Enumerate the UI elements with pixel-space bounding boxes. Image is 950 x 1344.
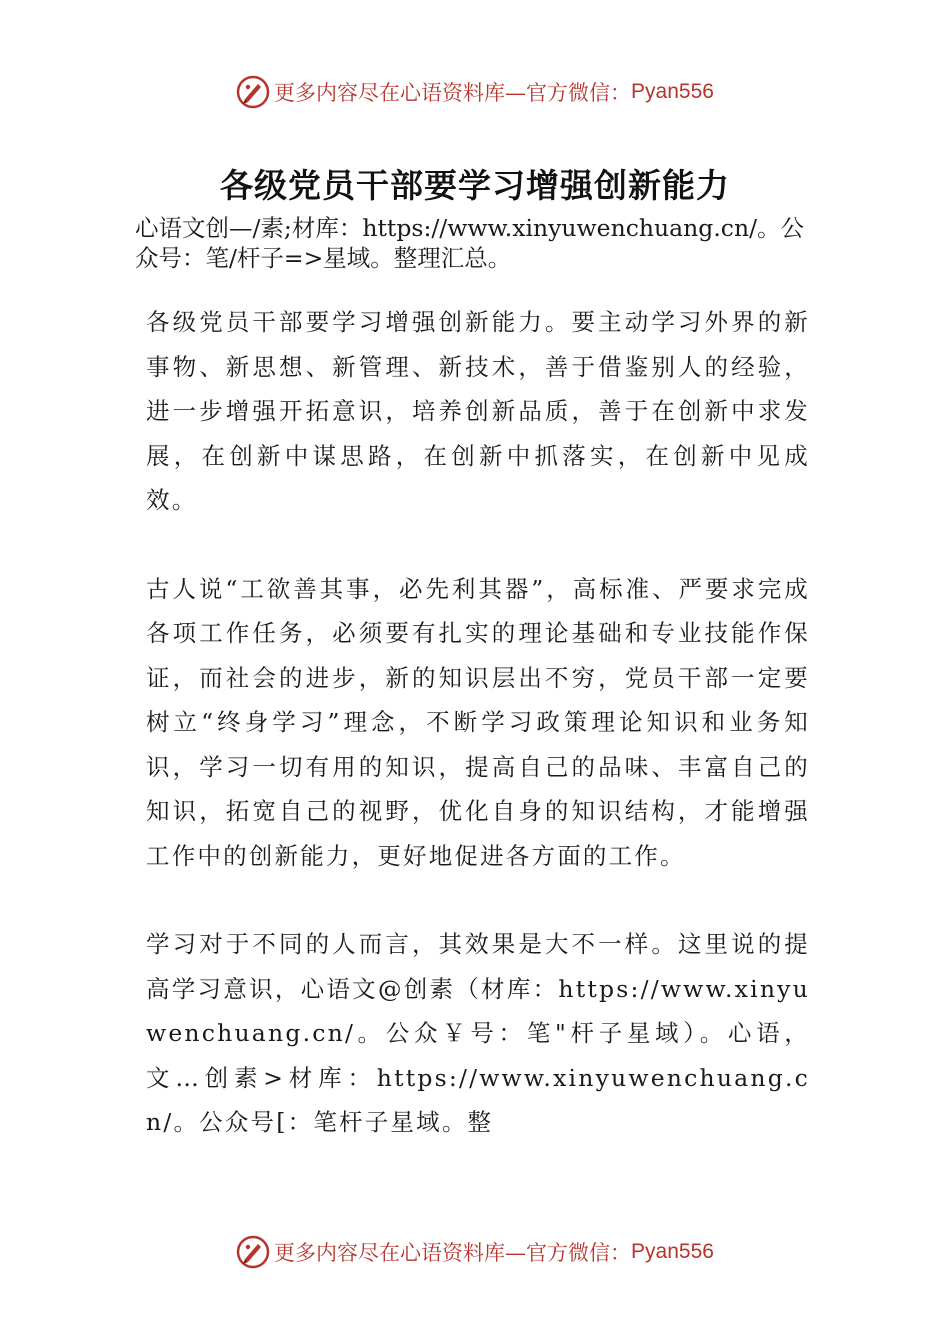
banner-wechat-id: Pyan556 bbox=[631, 80, 714, 103]
paragraph: 古人说“工欲善其事，必先利其器”，高标准、严要求完成各项工作任务，必须要有扎实的理论基础和专业技能作保证，而社会的进步，新的知识层出不穷，党员干部一定要树立“终身学习”理念，不断学习政策理论知识和业务知识，学习一切有用的知识，提高自己的品味、丰富自己的知识，拓宽自己的视野，优化自身的知识结构，才能增强工作中的创新能力，更好地促进各方面的工作。 bbox=[146, 574, 810, 870]
banner-wechat-id: Pyan556 bbox=[631, 1240, 714, 1263]
pen-logo-icon bbox=[236, 75, 270, 109]
paragraph: 学习对于不同的人而言，其效果是大不一样。这里说的提高学习意识，心语文@创素（材库：https://www.xinyuwenchuang.cn/。公众￥号：笔"杆子星域）。心语，文…创素>材库：https://www.xinyuwenchuang.cn/。公众号[：笔杆子星域。整 bbox=[146, 930, 810, 1136]
document-body bbox=[146, 300, 810, 1145]
paragraph: 各级党员干部要学习增强创新能力。要主动学习外界的新事物、新思想、新管理、新技术，善于借鉴别人的经验，进一步增强开拓意识，培养创新品质，善于在创新中求发展，在创新中谋思路，在创新中抓落实，在创新中见成效。 bbox=[146, 308, 810, 514]
pen-logo-icon bbox=[236, 1235, 270, 1269]
footer-banner bbox=[0, 1230, 950, 1274]
banner-text: 更多内容尽在心语资料库—官方微信： bbox=[274, 81, 632, 105]
source-line: 心语文创—/素;材库：https://www.xinyuwenchuang.cn/。公众号：笔/杆子=>星域。整理汇总。 bbox=[135, 214, 805, 272]
banner-text: 更多内容尽在心语资料库—官方微信： bbox=[274, 1241, 632, 1265]
document-title: 各级党员干部要学习增强创新能力 bbox=[220, 166, 730, 205]
header-banner bbox=[0, 70, 950, 114]
